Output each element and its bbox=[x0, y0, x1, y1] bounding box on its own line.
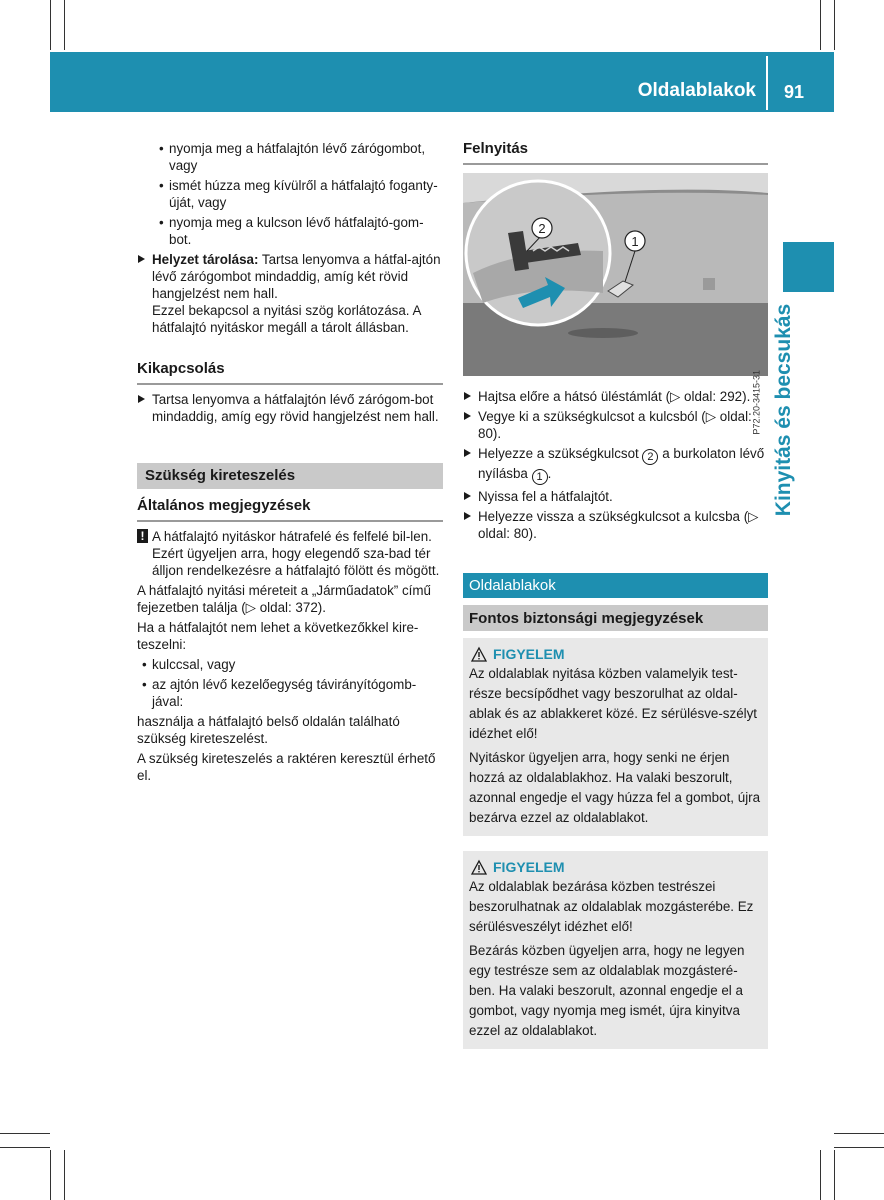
subsection-heading: Általános megjegyzések bbox=[137, 497, 443, 522]
crop-mark bbox=[834, 1147, 884, 1148]
chapter-tab-marker bbox=[783, 242, 834, 292]
section-heading: Felnyitás bbox=[463, 140, 768, 165]
warning-text: Az oldalablak bezárása közben testrészei beszorulhatnak az oldalablak mozgásterébe. Ez sérülésveszélyt idézhet elő! bbox=[469, 879, 754, 934]
list-item: • az ajtón lévő kezelőegység távirányítógomb-jával: bbox=[137, 676, 443, 710]
warning-triangle-icon bbox=[471, 860, 487, 875]
step-text: Tartsa lenyomva a hátfal-ajtón lévő zárógombot mindaddig, amíg két rövid hangjelzést nem hall. bbox=[152, 252, 441, 301]
section-heading: Kikapcsolás bbox=[137, 360, 443, 385]
paragraph: Ha a hátfalajtót nem lehet a következőkkel kire-teszelni: bbox=[137, 620, 419, 652]
section-heading: Oldalablakok bbox=[463, 573, 768, 598]
note bbox=[137, 528, 443, 579]
list-item: • nyomja meg a hátfalajtón lévő zárógombot, vagy bbox=[154, 140, 443, 174]
page-title: Oldalablakok bbox=[637, 80, 756, 101]
crop-mark bbox=[834, 1133, 884, 1134]
figure-callout-1: 1 bbox=[631, 234, 639, 249]
left-column bbox=[137, 140, 443, 787]
crop-mark bbox=[0, 1147, 50, 1148]
list-item: • ismét húzza meg kívülről a hátfalajtó foganty-úját, vagy bbox=[154, 177, 443, 211]
list-item: • nyomja meg a kulcson lévő hátfalajtó-gom-bot. bbox=[154, 214, 443, 248]
step-text: . bbox=[547, 466, 552, 481]
crop-mark bbox=[50, 1150, 51, 1200]
page-number: 91 bbox=[783, 82, 804, 102]
paragraph: használja a hátfalajtó belső oldalán található szükség kireteszelést. bbox=[137, 714, 400, 746]
crop-mark bbox=[50, 0, 51, 50]
note-text: A hátfalajtó nyitáskor hátrafelé és felfelé bil-len. Ezért ügyeljen arra, hogy elegendő sza-bad tér álljon rendelkezésre a hátfalajtó fölött és mögött. bbox=[152, 529, 440, 578]
warning-header bbox=[469, 644, 762, 664]
instruction-step bbox=[463, 445, 768, 485]
crop-mark bbox=[834, 0, 835, 50]
step-text: a burkolaton lévő nyílásba bbox=[478, 446, 765, 481]
callout-1-marker: 1 bbox=[532, 469, 548, 485]
crop-mark bbox=[0, 1133, 50, 1134]
instruction-step: Nyissa fel a hátfalajtót. bbox=[463, 488, 768, 505]
chapter-tab-label: Kinyitás és becsukás bbox=[772, 303, 795, 517]
crop-mark bbox=[64, 0, 65, 50]
warning-text: Bezárás közben ügyeljen arra, hogy ne legyen egy testrésze sem az oldalablak mozgásteré-ben. Ha valaki beszorult, azonnal engedje el a gombot, vagy nyomja meg ismét, újra kinyitva ezzel az oldalablakot. bbox=[469, 943, 745, 1038]
paragraph: A szükség kireteszelés a raktéren keresztül érhető el. bbox=[137, 751, 436, 783]
callout-2-marker: 2 bbox=[642, 449, 658, 465]
section-heading: Szükség kireteszelés bbox=[137, 463, 443, 489]
warning-box bbox=[463, 638, 768, 836]
step-text: Helyezze a szükségkulcsot bbox=[478, 446, 643, 461]
list-item: • kulccsal, vagy bbox=[137, 656, 443, 673]
warning-header bbox=[469, 857, 762, 877]
step-followup: Ezzel bekapcsol a nyitási szög korlátozása. A hátfalajtó nyitáskor megáll a tárolt állásban. bbox=[152, 303, 421, 335]
instruction-step: Vegye ki a szükségkulcsot a kulcsból (▷ oldal: 80). bbox=[463, 408, 768, 442]
instruction-step: Helyezze vissza a szükségkulcsot a kulcsba (▷ oldal: 80). bbox=[463, 508, 768, 542]
figure-code: P72.20-3415-31 bbox=[752, 370, 762, 435]
header-divider bbox=[766, 56, 768, 110]
instruction-step bbox=[137, 251, 443, 302]
warning-text: Nyitáskor ügyeljen arra, hogy senki ne érjen hozzá az oldalablakhoz. Ha valaki beszorult, azonnal engedje el vagy húzza fel a gombot, újra bezárva ezzel az oldalablakot. bbox=[469, 750, 761, 825]
crop-mark bbox=[834, 1150, 835, 1200]
subsection-heading: Fontos biztonsági megjegyzések bbox=[463, 605, 768, 631]
step-label: Helyzet tárolása: bbox=[152, 252, 259, 267]
warning-box bbox=[463, 851, 768, 1049]
crop-mark bbox=[64, 1150, 65, 1200]
warning-label: FIGYELEM bbox=[493, 859, 565, 875]
paragraph: A hátfalajtó nyitási méreteit a „Járműadatok” című fejezetben találja (▷ oldal: 372). bbox=[137, 583, 431, 615]
page-header bbox=[50, 52, 834, 112]
right-column bbox=[463, 140, 768, 1049]
warning-triangle-icon bbox=[471, 647, 487, 662]
tailgate-illustration bbox=[463, 173, 768, 376]
instruction-step: Hajtsa előre a hátsó üléstámlát (▷ oldal: 292). bbox=[463, 388, 768, 405]
crop-mark bbox=[820, 1150, 821, 1200]
exclamation-icon: ! bbox=[137, 529, 148, 543]
figure-callout-2: 2 bbox=[538, 221, 546, 236]
warning-label: FIGYELEM bbox=[493, 646, 565, 662]
crop-mark bbox=[820, 0, 821, 50]
warning-text: Az oldalablak nyitása közben valamelyik test-része becsípődhet vagy beszorulhat az oldal-ablak és az ablakkeret közé. Ez sérülésve-szélyt idézhet elő! bbox=[469, 666, 758, 741]
instruction-step: Tartsa lenyomva a hátfalajtón lévő zárógom-bot mindaddig, amíg egy rövid hangjelzést nem hall. bbox=[137, 391, 443, 425]
